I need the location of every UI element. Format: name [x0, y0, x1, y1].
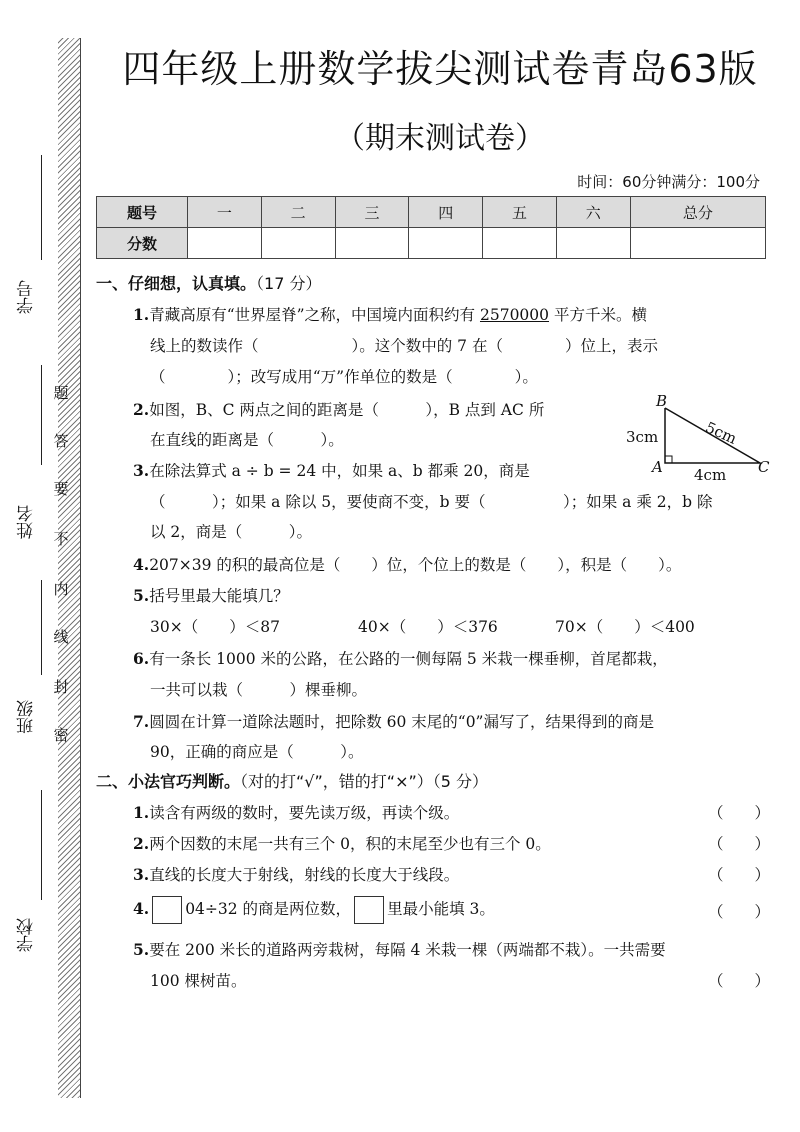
q5-text: 括号里最大能填几？ [149, 587, 289, 605]
q2-line1 [133, 398, 544, 420]
q2-number: 2. [133, 400, 150, 419]
label-student-id: 学号 [17, 280, 37, 314]
seal-char: 要 [53, 480, 69, 498]
seal-char: 不 [53, 530, 69, 548]
score-input-cell[interactable] [483, 228, 557, 259]
q1-value: 2570000 [479, 306, 550, 324]
answer-parens[interactable]: （ ） [708, 835, 771, 853]
judge-item-3 [133, 863, 459, 885]
label-school: 学校 [17, 918, 37, 952]
section1-title: 一、仔细想，认真填。 [96, 274, 257, 293]
judge-item-5 [133, 938, 666, 960]
fig-side-bc: 5cm [702, 418, 740, 448]
score-table-cell: 三 [335, 197, 409, 228]
section1-score: （17 分） [256, 274, 322, 293]
q2-text: 如图，B、C 两点之间的距离是（ ），B 点到 AC 所 [149, 401, 545, 419]
q6-text: 有一条长 1000 米的公路，在公路的一侧每隔 5 米栽一棵垂柳，首尾都栽， [149, 650, 668, 668]
judge-item-2 [133, 832, 551, 854]
score-input-cell[interactable] [261, 228, 335, 259]
section2-title: 二、小法官巧判断。 [96, 772, 241, 791]
score-input-cell[interactable] [556, 228, 630, 259]
section1-heading [96, 271, 321, 294]
fig-label-a: A [652, 458, 663, 476]
q1-text-end: 平方千米。横 [553, 306, 647, 324]
blank-box[interactable] [354, 896, 384, 924]
score-input-cell[interactable] [630, 228, 765, 259]
judge-number: 5. [133, 940, 150, 959]
class-field-line [41, 580, 42, 675]
page-subtitle: （期末测试卷） [335, 121, 545, 156]
q4-line [133, 553, 681, 575]
q7-text: 圆圆在计算一道除法题时，把除数 60 末尾的“0”漏写了，结果得到的商是 [149, 713, 654, 731]
q3-text: 在除法算式 a ÷ b = 24 中，如果 a、b 都乘 20，商是 [149, 462, 530, 480]
score-table-cell: 四 [409, 197, 483, 228]
judge-number: 4. [133, 899, 150, 918]
score-table-cell: 二 [261, 197, 335, 228]
right-angle-mark [665, 456, 672, 463]
score-table-cell: 五 [483, 197, 557, 228]
binding-hatch [58, 38, 80, 1098]
page-title: 四年级上册数学拔尖测试卷青岛63版 [122, 47, 758, 91]
q1-line2: 线上的数读作（ ）。这个数中的 7 在（ ）位上，表示 [150, 337, 658, 355]
q4-number: 4. [133, 555, 150, 574]
judge-text: 读含有两级的数时，要先读万级，再读个级。 [149, 804, 460, 822]
label-name: 姓名 [17, 505, 37, 539]
answer-parens[interactable]: （ ） [708, 804, 771, 822]
judge-text: 两个因数的末尾一共有三个 0，积的末尾至少也有三个 0。 [149, 835, 551, 853]
judge-text: 04÷32 的商是两位数， [185, 900, 352, 918]
score-table-cell: 六 [556, 197, 630, 228]
section2-heading [96, 769, 488, 792]
seal-char: 题 [53, 384, 69, 402]
binding-line [80, 38, 81, 1098]
judge-text: 里最小能填 3。 [387, 900, 495, 918]
score-table-cell: 一 [188, 197, 262, 228]
score-table-header-row [97, 197, 766, 228]
seal-char: 答 [53, 432, 69, 450]
score-table-cell: 总分 [630, 197, 765, 228]
seal-char: 线 [53, 628, 69, 646]
score-input-cell[interactable] [409, 228, 483, 259]
judge-number: 3. [133, 865, 150, 884]
judge-number: 2. [133, 834, 150, 853]
score-table-cell: 分数 [97, 228, 188, 259]
q6-line2: 一共可以栽（ ）棵垂柳。 [150, 681, 368, 699]
blank-box[interactable] [152, 896, 182, 924]
id-field-line [41, 155, 42, 260]
seal-char: 内 [53, 580, 69, 598]
fig-label-c: C [758, 458, 770, 476]
answer-parens[interactable]: （ ） [708, 903, 771, 921]
judge-text: 直线的长度大于射线，射线的长度大于线段。 [149, 866, 460, 884]
fig-label-b: B [656, 392, 668, 410]
q1-line3: （ ）；改写成用“万”作单位的数是（ ）。 [150, 368, 538, 386]
time-info: 时间：60分钟满分：100分 [577, 173, 760, 191]
q5-line [133, 584, 289, 606]
answer-parens[interactable]: （ ） [708, 972, 771, 990]
q1-number: 1. [133, 305, 150, 324]
q5-item: 70×（ ）＜400 [555, 618, 695, 636]
seal-char: 密 [53, 726, 69, 744]
q4-text: 207×39 的积的最高位是（ ）位，个位上的数是（ ），积是（ ）。 [149, 556, 682, 574]
q6-number: 6. [133, 649, 150, 668]
q5-item: 30×（ ）＜87 [150, 618, 280, 636]
q3-number: 3. [133, 461, 150, 480]
name-field-line [41, 365, 42, 465]
q3-line2: （ ）；如果 a 除以 5，要使商不变，b 要（ ）；如果 a 乘 2，b 除 [150, 493, 713, 511]
q6-line1 [133, 647, 668, 669]
q7-line2: 90，正确的商应是（ ）。 [150, 743, 364, 761]
fig-side-ac: 4cm [694, 466, 727, 484]
answer-parens[interactable]: （ ） [708, 866, 771, 884]
judge-item-1 [133, 801, 459, 823]
q5-item: 40×（ ）＜376 [358, 618, 498, 636]
score-table-cell: 题号 [97, 197, 188, 228]
section2-score: （对的打“√”，错的打“×”）（5 分） [240, 772, 489, 791]
q1-text: 青藏高原有“世界屋脊”之称，中国境内面积约有 [149, 306, 476, 324]
score-input-cell[interactable] [335, 228, 409, 259]
judge-text: 要在 200 米长的道路两旁栽树，每隔 4 米栽一棵（两端都不栽）。一共需要 [149, 941, 666, 959]
q3-line3: 以 2，商是（ ）。 [150, 523, 313, 541]
q2-line2: 在直线的距离是（ ）。 [150, 431, 344, 449]
q7-number: 7. [133, 712, 150, 731]
q3-line1 [133, 459, 530, 481]
judge-item-5-line2: 100 棵树苗。 [150, 972, 247, 990]
label-class: 班级 [17, 700, 37, 734]
judge-item-4 [133, 896, 495, 924]
seal-char: 封 [53, 678, 69, 696]
judge-number: 1. [133, 803, 150, 822]
fig-side-ab: 3cm [626, 428, 659, 446]
score-table-score-row [97, 228, 766, 259]
school-field-line [41, 790, 42, 900]
q7-line1 [133, 710, 654, 732]
score-table [96, 196, 766, 259]
q5-number: 5. [133, 586, 150, 605]
q1-line1 [133, 303, 647, 325]
score-input-cell[interactable] [188, 228, 262, 259]
